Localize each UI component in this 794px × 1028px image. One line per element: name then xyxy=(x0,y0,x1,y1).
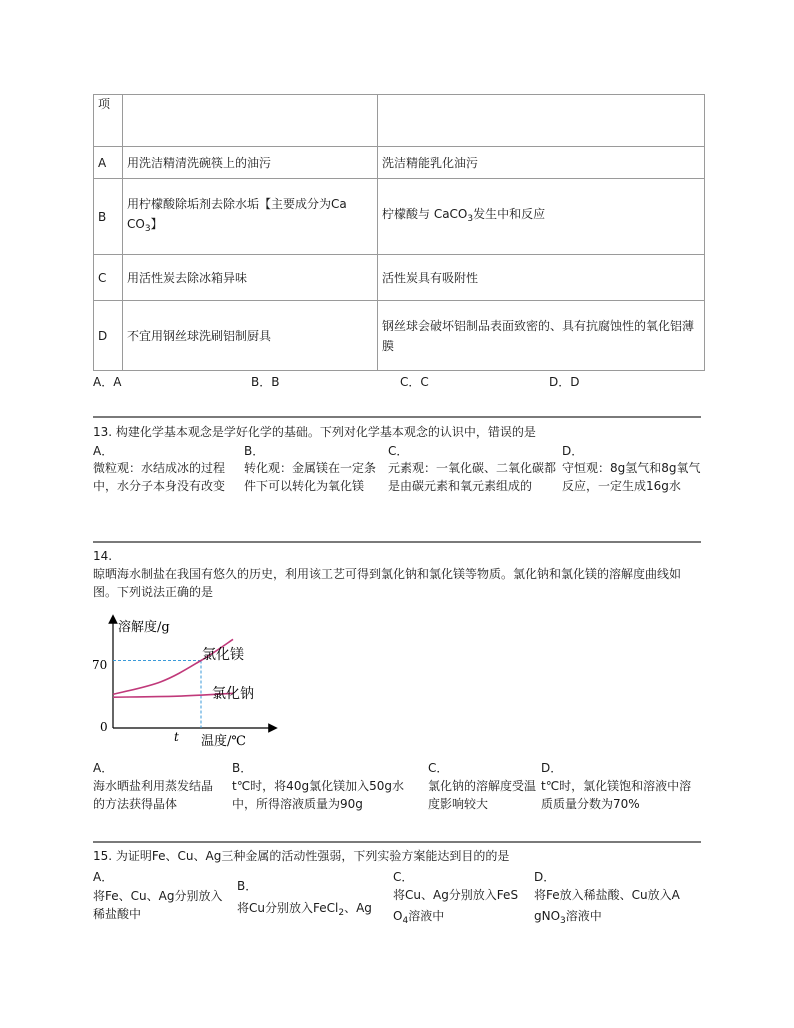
option-text xyxy=(237,900,372,922)
option-label: C． xyxy=(388,444,409,458)
option-text-tail: 溶液中 xyxy=(408,909,445,923)
series-label: 氯化钠 xyxy=(212,686,254,702)
option-text: t℃时，将40g氯化镁加入50g水中，所得溶液质量为90g xyxy=(232,779,404,811)
table-cell: D xyxy=(94,301,123,371)
table-row xyxy=(94,255,705,301)
option-label: A． xyxy=(93,444,114,458)
cell-text: 】 xyxy=(150,217,163,231)
option-b: B．B xyxy=(251,375,280,389)
x-tick-label: t xyxy=(174,730,179,744)
table-row xyxy=(94,301,705,371)
option-label: C． xyxy=(393,870,414,884)
q13-stem: 13. 构建化学基本观念是学好化学的基础。下列对化学基本观念的认识中，错误的是 xyxy=(93,425,536,439)
option-label: A． xyxy=(93,761,114,775)
option-label: D． xyxy=(562,444,584,458)
table-cell: C xyxy=(94,255,123,301)
option-d: D．D xyxy=(549,375,580,389)
divider xyxy=(93,841,701,843)
table-cell: 不宜用钢丝球洗刷铝制厨具 xyxy=(123,301,378,371)
table-cell: 钢丝球会破坏铝制品表面致密的、具有抗腐蚀性的氧化铝薄膜 xyxy=(378,301,705,371)
table-cell xyxy=(123,179,378,255)
table-cell: 用洗洁精清洗碗筷上的油污 xyxy=(123,147,378,179)
option-text: 将Cu、Ag分别放入FeS xyxy=(393,888,519,902)
q12-table xyxy=(93,94,705,371)
option-label: A． xyxy=(93,870,114,884)
solubility-chart xyxy=(88,612,288,750)
series-label: 氯化镁 xyxy=(202,647,244,663)
option-a: A．A xyxy=(93,375,122,389)
divider xyxy=(93,541,701,543)
table-row xyxy=(94,179,705,255)
q15-stem: 15. 为证明Fe、Cu、Ag三种金属的活动性强弱，下列实验方案能达到目的的是 xyxy=(93,849,510,863)
option-label: D． xyxy=(541,761,563,775)
option-text: 将Fe放入稀盐酸、Cu放入A xyxy=(534,888,680,902)
table-cell xyxy=(123,95,378,147)
table-row xyxy=(94,95,705,147)
table-cell: A xyxy=(94,147,123,179)
option-text: 将Fe、Cu、Ag分别放入稀盐酸中 xyxy=(93,889,223,921)
option-c: C．C xyxy=(400,375,429,389)
y-tick-label: 0 xyxy=(100,720,108,734)
option-text xyxy=(534,908,602,930)
option-label: B． xyxy=(232,761,253,775)
table-cell: 项 xyxy=(94,95,123,147)
cell-text: CO xyxy=(127,217,145,231)
table-cell xyxy=(378,179,705,255)
option-label: D． xyxy=(534,870,556,884)
option-text: t℃时，氯化镁饱和溶液中溶质质量分数为70% xyxy=(541,779,692,811)
cell-text: 用柠檬酸除垢剂去除水垢【主要成分为Ca xyxy=(127,197,347,211)
option-label: C． xyxy=(428,761,449,775)
table-cell: 用活性炭去除冰箱异味 xyxy=(123,255,378,301)
cell-text: 发生中和反应 xyxy=(473,207,546,221)
table-cell: 活性炭具有吸附性 xyxy=(378,255,705,301)
option-text: 元素观：一氧化碳、二氧化碳都是由碳元素和氧元素组成的 xyxy=(388,461,557,493)
option-text-tail: 、Ag xyxy=(344,901,372,915)
option-text: 守恒观：8g氢气和8g氧气反应，一定生成16g水 xyxy=(562,461,701,493)
option-text: 微粒观：水结成冰的过程中，水分子本身没有改变 xyxy=(93,461,226,493)
option-text: 海水晒盐利用蒸发结晶的方法获得晶体 xyxy=(93,779,214,811)
option-label: B． xyxy=(244,444,265,458)
subscript: 3 xyxy=(560,916,566,926)
subscript: 3 xyxy=(467,214,474,224)
option-text-main: O xyxy=(393,909,403,923)
x-axis-label: 温度/℃ xyxy=(201,734,246,749)
q14-number: 14. xyxy=(93,549,113,563)
subscript: 2 xyxy=(338,908,345,918)
option-text: 氯化钠的溶解度受温度影响较大 xyxy=(428,779,537,811)
option-text xyxy=(393,908,444,930)
q14-stem: 晾晒海水制盐在我国有悠久的历史，利用该工艺可得到氯化钠和氯化镁等物质。氯化钠和氯化镁的溶解度曲线如图。下列说法正确的是 xyxy=(93,567,682,599)
option-text-tail: 溶液中 xyxy=(565,909,602,923)
option-text: 转化观：金属镁在一定条件下可以转化为氧化镁 xyxy=(244,461,377,493)
table-row xyxy=(94,147,705,179)
y-axis-label: 溶解度/g xyxy=(118,620,170,635)
table-cell: 洗洁精能乳化油污 xyxy=(378,147,705,179)
option-label: B． xyxy=(237,879,258,893)
table-cell xyxy=(378,95,705,147)
subscript: 3 xyxy=(144,224,151,234)
divider xyxy=(93,416,701,418)
subscript: 4 xyxy=(402,916,409,926)
table-cell: B xyxy=(94,179,123,255)
option-text-main: gNO xyxy=(534,909,561,923)
option-text-main: 将Cu分别放入FeCl xyxy=(237,901,339,915)
cell-text: 柠檬酸与 CaCO xyxy=(382,207,468,221)
y-tick-label: 70 xyxy=(92,658,108,672)
